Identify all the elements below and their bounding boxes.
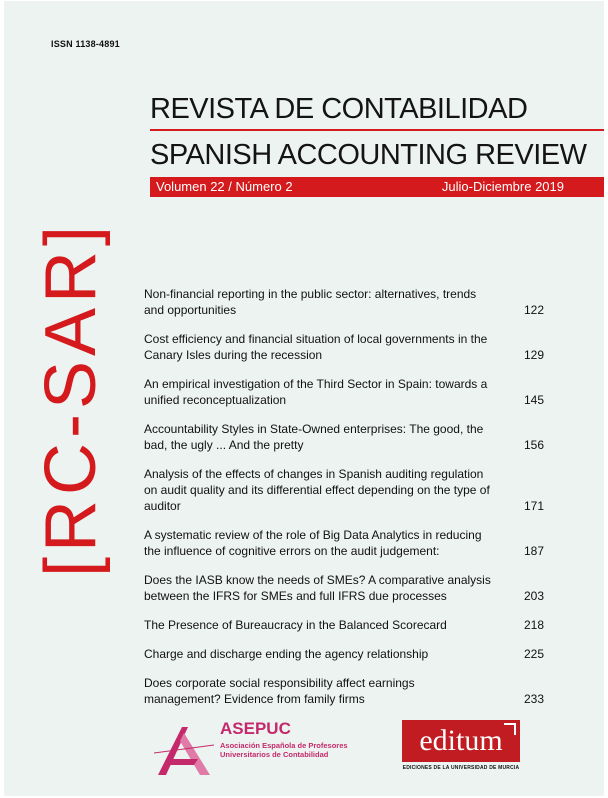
toc-entry[interactable] <box>144 286 544 318</box>
asepuc-subtitle: Asociación Española de Profesores Universitarios de Contabilidad <box>220 741 348 759</box>
toc-entry[interactable] <box>144 527 544 559</box>
toc-entry[interactable] <box>144 675 544 707</box>
toc-entry[interactable] <box>144 466 544 514</box>
issue-info-bar <box>150 177 604 197</box>
toc-entry-page: 225 <box>523 647 544 661</box>
toc-entry-page: 171 <box>523 499 544 513</box>
toc-entry-page: 233 <box>523 692 544 706</box>
toc-entry-page: 145 <box>523 393 544 407</box>
vertical-journal-logo <box>29 129 114 669</box>
toc-entry[interactable] <box>144 572 544 604</box>
issn-label: ISSN 1138-4891 <box>51 39 120 49</box>
toc-entry-page: 129 <box>523 348 544 362</box>
toc-entry-page: 156 <box>523 438 544 452</box>
toc-entry-title: Analysis of the effects of changes in Spanish auditing regulation on audit quality and its differential effect depending on the type of auditor <box>144 467 490 513</box>
issue-period: Julio-Diciembre 2019 <box>441 179 564 194</box>
editum-logo <box>402 720 520 762</box>
vertical-logo-text: [RC-SAR] <box>31 220 111 578</box>
table-of-contents <box>144 286 544 706</box>
title-divider <box>150 129 604 131</box>
toc-entry-title: A systematic review of the role of Big Data Analytics in reducing the influence of cognitive errors on the audit judgement: <box>144 528 482 558</box>
toc-entry-title: An empirical investigation of the Third Sector in Spain: towards a unified reconceptualization <box>144 377 488 407</box>
toc-entry-title: Cost efficiency and financial situation of local governments in the Canary Isles during the recession <box>144 332 488 362</box>
editum-corner-icon <box>504 723 516 735</box>
volume-number: Volumen 22 / Número 2 <box>156 179 293 194</box>
toc-entry[interactable] <box>144 331 544 363</box>
toc-entry-page: 218 <box>523 618 544 632</box>
publisher-logos <box>154 721 554 781</box>
toc-entry-title: Accountability Styles in State-Owned enterprises: The good, the bad, the ugly ... And the pretty <box>144 422 484 452</box>
asepuc-name: ASEPUC <box>220 719 291 738</box>
toc-entry[interactable] <box>144 421 544 453</box>
journal-title-english: SPANISH ACCOUNTING REVIEW <box>150 139 587 171</box>
toc-entry-title: Does corporate social responsibility affect earnings management? Evidence from family firms <box>144 676 415 706</box>
toc-entry-page: 122 <box>523 303 544 317</box>
toc-entry-title: The Presence of Bureaucracy in the Balanced Scorecard <box>144 618 447 632</box>
asepuc-logo-icon <box>154 723 214 778</box>
toc-entry-title: Non-financial reporting in the public sector: alternatives, trends and opportunities <box>144 287 477 317</box>
editum-name: editum <box>419 724 503 757</box>
journal-cover <box>4 1 604 796</box>
toc-entry-title: Does the IASB know the needs of SMEs? A comparative analysis between the IFRS for SMEs and full IFRS due processes <box>144 573 491 603</box>
toc-entry[interactable] <box>144 376 544 408</box>
toc-entry-page: 187 <box>523 544 544 558</box>
toc-entry[interactable] <box>144 646 544 662</box>
journal-title-spanish: REVISTA DE CONTABILIDAD <box>150 93 528 125</box>
editum-subtitle: EDICIONES DE LA UNIVERSIDAD DE MURCIA <box>402 765 520 771</box>
toc-entry-title: Charge and discharge ending the agency relationship <box>144 647 429 661</box>
toc-entry-page: 203 <box>523 589 544 603</box>
toc-entry[interactable] <box>144 617 544 633</box>
